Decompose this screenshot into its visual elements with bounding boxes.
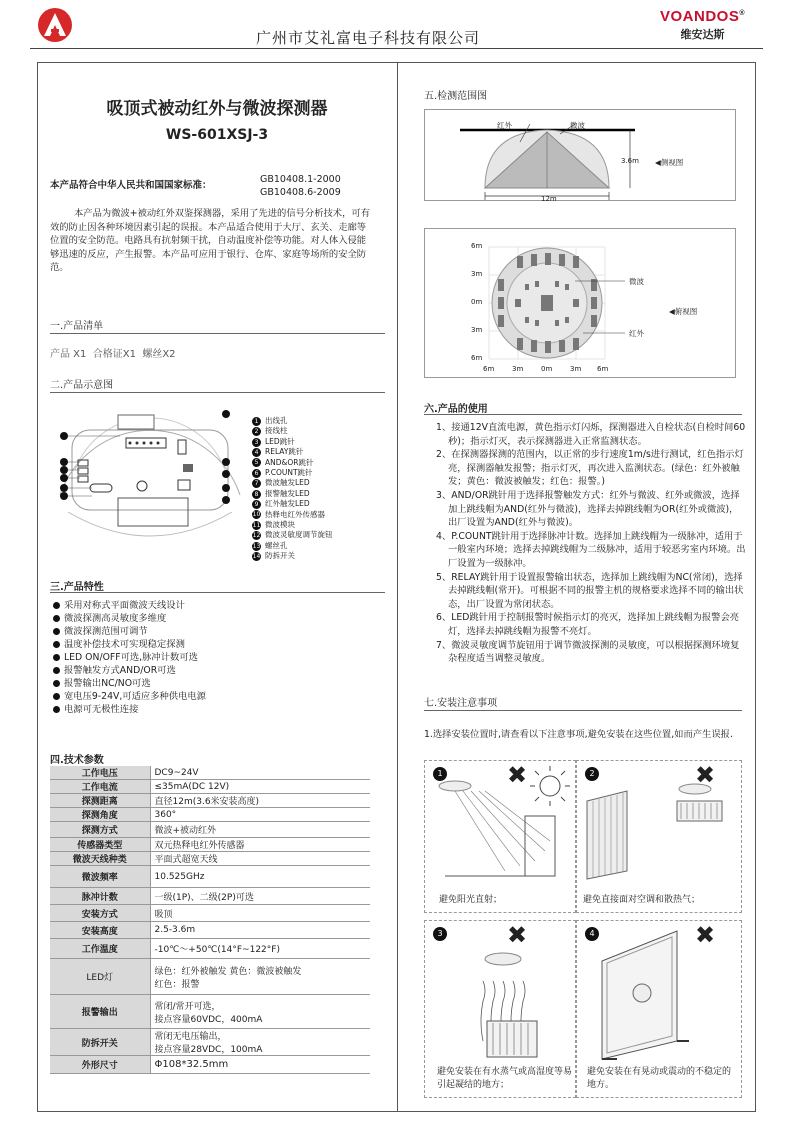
legend-label: LED跳针 [265,436,295,446]
top-view-label: ◀俯视图 [669,307,698,316]
spec-row [50,808,370,822]
side-mw-label: 微波 [570,121,585,130]
legend-item [252,510,333,520]
legend-label: 红外触发LED [265,499,310,509]
legend-item [252,530,333,540]
spec-key: 报警输出 [50,995,150,1029]
section-6-rule [424,414,742,415]
section-3-rule [50,592,385,593]
spec-value: DC9~24V [150,766,370,780]
legend-label: 接线柱 [265,426,288,436]
section-2-rule [50,392,385,393]
x-tick: 6m [483,365,495,373]
card-number: 4 [585,927,599,941]
no-x-icon: ✖ [695,761,716,789]
install-intro: 1.选择安装位置时,请查看以下注意事项,避免安装在这些位置,如而产生误报. [424,729,733,740]
spec-key: 工作电压 [50,766,150,780]
spec-value-line: 常闭/常开可选， [154,1001,221,1012]
spec-value: 微波+被动红外 [150,822,370,838]
spec-key: 微波频率 [50,866,150,888]
usage-item: 1、接通12V直流电源，黄色指示灯闪烁，探测器进入自检状态(自检时间60秒)；指示灯灭，表示探测器进入正常监测状态。 [436,422,746,447]
legend-label: AND&OR跳针 [265,457,314,467]
standard-2: GB10408.6-2009 [260,187,341,198]
legend-label: 出线孔 [265,416,288,425]
spec-row [50,922,370,939]
feature-item: 报警输出NC/NO可选 [52,677,206,690]
spec-row [50,866,370,888]
spec-key: 工作温度 [50,939,150,959]
x-tick: 0m [541,365,553,373]
legend-item [252,551,333,561]
spec-value: 360° [150,808,370,822]
legend-number: 14 [252,552,261,560]
brand-name: VOANDOS [660,8,740,25]
spec-key: 传感器类型 [50,838,150,852]
sunlight-illustration [425,761,577,881]
spec-row [50,905,370,922]
legend-label: P.COUNT跳针 [265,468,313,478]
spec-value: 平面式超宽天线 [150,852,370,866]
spec-value-line: 接点容量60VDC，400mA [154,1014,263,1025]
top-mw-label: 微波 [629,277,644,286]
spec-key: 安装方式 [50,905,150,922]
side-view-box [424,109,736,201]
legend-number: 5 [252,458,261,467]
y-tick: 0m [471,298,483,306]
spec-value-line: 红色：报警 [154,979,200,990]
spec-row [50,766,370,780]
install-card-3 [424,920,576,1098]
spec-value [150,959,370,995]
install-card-2 [576,760,742,913]
legend-item [252,416,333,426]
usage-item: 7、微波灵敏度调节旋钮用于调节微波探测的灵敏度，可以根据探测环境复杂程度适当调整灵敏度。 [436,639,740,665]
top-ir-label: 红外 [629,329,644,338]
legend-item [252,468,333,478]
install-card-1 [424,760,576,913]
spec-value: 一级(1P)、二级(2P)可选 [150,888,370,905]
card-number: 1 [433,767,447,781]
legend-number: 9 [252,500,261,509]
legend-item [252,489,333,499]
usage-item: 4、P.COUNT跳针用于选择脉冲计数。选择加上跳线帽为一级脉冲，适用于一般室内环境；选择去掉跳线帽为二级脉冲，适用于较恶劣室内环境。出厂设置为一级脉冲。 [436,530,746,569]
card-number: 3 [433,927,447,941]
legend-number: 11 [252,521,261,529]
legend-number: 8 [252,490,261,499]
legend-item [252,478,333,488]
side-height-label: 3.6m [621,157,639,165]
spec-key: 探测角度 [50,808,150,822]
company-logo [38,8,72,42]
spec-value: Φ108*32.5mm [150,1056,370,1074]
spec-value-line: 绿色：红外被触发 黄色：微波被触发 [154,966,302,977]
feature-item: 报警触发方式AND/OR可选 [52,664,206,677]
side-view-label: ◀侧视图 [655,158,684,167]
x-tick: 3m [570,365,582,373]
spec-key: 防拆开关 [50,1029,150,1056]
card-caption: 避免安装在有水蒸气或高湿度等易引起凝结的地方； [437,1067,573,1090]
section-7-rule [424,710,742,711]
legend-label: 报警触发LED [265,488,310,498]
spec-value: 10.525GHz [150,866,370,888]
spec-key: 脉冲计数 [50,888,150,905]
spec-table [50,766,370,1074]
feature-item: 采用对称式平面微波天线设计 [52,599,206,612]
spec-key: 探测方式 [50,822,150,838]
y-tick: 6m [471,354,483,362]
section-5-title: 五.检测范围图 [424,91,488,102]
side-width-label: 12m [541,195,557,203]
spec-row [50,1056,370,1074]
legend-item [252,458,333,468]
section-1-title: 一.产品清单 [50,321,104,332]
package-contents: 产品 X1 合格证X1 螺丝X2 [50,349,176,360]
header-rule [30,48,763,49]
aircon-illustration [577,761,743,881]
section-6-title: 六.产品的使用 [424,404,488,415]
legend-number: 3 [252,438,261,447]
spec-key: 工作电流 [50,780,150,794]
card-caption: 避免直接面对空调和散热气； [583,895,701,905]
legend-label: 防拆开关 [265,551,295,561]
feature-item: 电源可无极性连接 [52,703,206,716]
spec-row [50,888,370,905]
legend-number: 10 [252,511,261,519]
card-number: 2 [585,767,599,781]
company-name: 广州市艾礼富电子科技有限公司 [256,29,481,47]
product-title: 吸顶式被动红外与微波探测器 [106,99,328,119]
spec-key: LED灯 [50,959,150,995]
registered-mark: ® [739,10,746,17]
usage-list [436,421,746,666]
spec-value: 2.5-3.6m [150,922,370,939]
legend-number: 12 [252,532,261,540]
legend-item [252,499,333,509]
spec-value: 双元热释电红外传感器 [150,838,370,852]
y-tick: 3m [471,270,483,278]
steam-illustration [425,921,577,1061]
feature-item: 微波探测高灵敏度多维度 [52,612,206,625]
brand-logo [660,8,745,42]
card-caption: 避免阳光直射； [439,895,503,905]
legend-number: 13 [252,542,261,550]
usage-item: 3、AND/OR跳针用于选择报警触发方式：红外与微波、红外或微波，选择加上跳线帽为AND(红外与微波)，选择去掉跳线帽为OR(红外或微波)，出厂设置为AND(红外与微波)。 [436,489,740,529]
spec-key: 外形尺寸 [50,1056,150,1074]
top-view-box [424,228,736,378]
spec-row [50,995,370,1029]
spec-row [50,838,370,852]
diagram-legend [252,416,333,562]
section-4-title: 四.技术参数 [50,755,104,766]
standard-label: 本产品符合中华人民共和国国家标准： [50,180,212,191]
section-1-rule [50,333,385,334]
spec-value: ≤35mA(DC 12V) [150,780,370,794]
legend-number: 4 [252,448,261,457]
no-x-icon: ✖ [507,921,528,949]
no-x-icon: ✖ [695,921,716,949]
card-caption: 避免安装在有晃动或震动的不稳定的地方。 [587,1067,732,1090]
legend-number: 6 [252,469,261,478]
product-diagram [50,400,250,565]
legend-label: 微波触发LED [265,478,310,488]
side-ir-label: 红外 [497,121,512,130]
unstable-wall-illustration [577,921,743,1061]
install-card-4 [576,920,742,1098]
spec-key: 探测距离 [50,794,150,808]
section-3-title: 三.产品特性 [50,582,104,593]
spec-row [50,794,370,808]
legend-item [252,447,333,457]
spec-row [50,959,370,995]
feature-item: 宽电压9-24V,可适应多种供电电源 [52,690,206,703]
brand-cn: 维安达斯 [680,28,725,41]
feature-item: LED ON/OFF可选,脉冲计数可选 [52,651,206,664]
spec-row [50,780,370,794]
legend-label: 螺丝孔 [265,540,288,550]
spec-value: 吸顶 [150,905,370,922]
legend-number: 7 [252,479,261,488]
y-tick: 6m [471,242,483,250]
spec-value-line: 接点容量28VDC，100mA [154,1045,263,1055]
x-tick: 6m [597,365,609,373]
usage-item: 5、RELAY跳针用于设置报警输出状态，选择加上跳线帽为NC(常闭)，选择去掉跳线帽(常开)。可根据不同的报警主机的规格要求选择不同的输出状态，出厂设置为常闭状态。 [436,571,744,610]
legend-number: 2 [252,427,261,436]
y-tick: 3m [471,326,483,334]
legend-item [252,520,333,530]
x-tick: 3m [512,365,524,373]
features-list [52,599,206,716]
no-x-icon: ✖ [507,761,528,789]
feature-item: 微波探测范围可调节 [52,625,206,638]
standard-1: GB10408.1-2000 [260,174,341,185]
legend-label: 微波灵敏度调节旋钮 [265,530,333,540]
section-2-title: 二.产品示意图 [50,380,114,391]
product-model: WS-601XSJ-3 [165,127,269,143]
spec-row [50,939,370,959]
usage-item: 6、LED跳针用于控制报警时候指示灯的亮灭，选择加上跳线帽为报警会亮灯，选择去掉跳线帽为报警不亮灯。 [436,612,740,637]
spec-value-line: 常闭无电压输出， [154,1032,227,1042]
spec-key: 安装高度 [50,922,150,939]
usage-item: 2、在探测器探测的范围内，以正常的步行速度1m/s进行测试，红色指示灯亮，探测器触发报警；指示灯灭，再次进入监测状态。(绿色：红外被触发；黄色：微波被触发；红色：报警。) [436,449,744,488]
spec-key: 微波天线种类 [50,852,150,866]
spec-value [150,995,370,1029]
legend-number: 1 [252,417,261,426]
feature-item: 温度补偿技术可实现稳定探测 [52,638,206,651]
section-7-title: 七.安装注意事项 [424,698,498,709]
spec-value: -10℃～+50℃(14°F~122°F) [150,939,370,959]
spec-value [150,1029,370,1056]
product-intro: 本产品为微波+被动红外双鉴探测器，采用了先进的信号分析技术，可有效的防止因各种环境因素引起的误报。本产品适合使用于大厅、玄关、走廊等位置的安全防范。电路具有抗射频干扰，自动温度补偿等功能。对人体入侵能够迅速的反应，产生报警。本产品可应用于银行、仓库、家庭等场所的安全防范。 [50,208,370,274]
spec-row [50,1029,370,1056]
spec-row [50,822,370,838]
legend-label: 热释电红外传感器 [265,509,325,519]
spec-value: 直径12m(3.6米安装高度) [150,794,370,808]
legend-label: RELAY跳针 [265,447,304,457]
legend-item [252,541,333,551]
column-divider [397,62,398,1112]
spec-row [50,852,370,866]
legend-item [252,426,333,436]
legend-label: 微波模块 [265,520,295,530]
legend-item [252,437,333,447]
